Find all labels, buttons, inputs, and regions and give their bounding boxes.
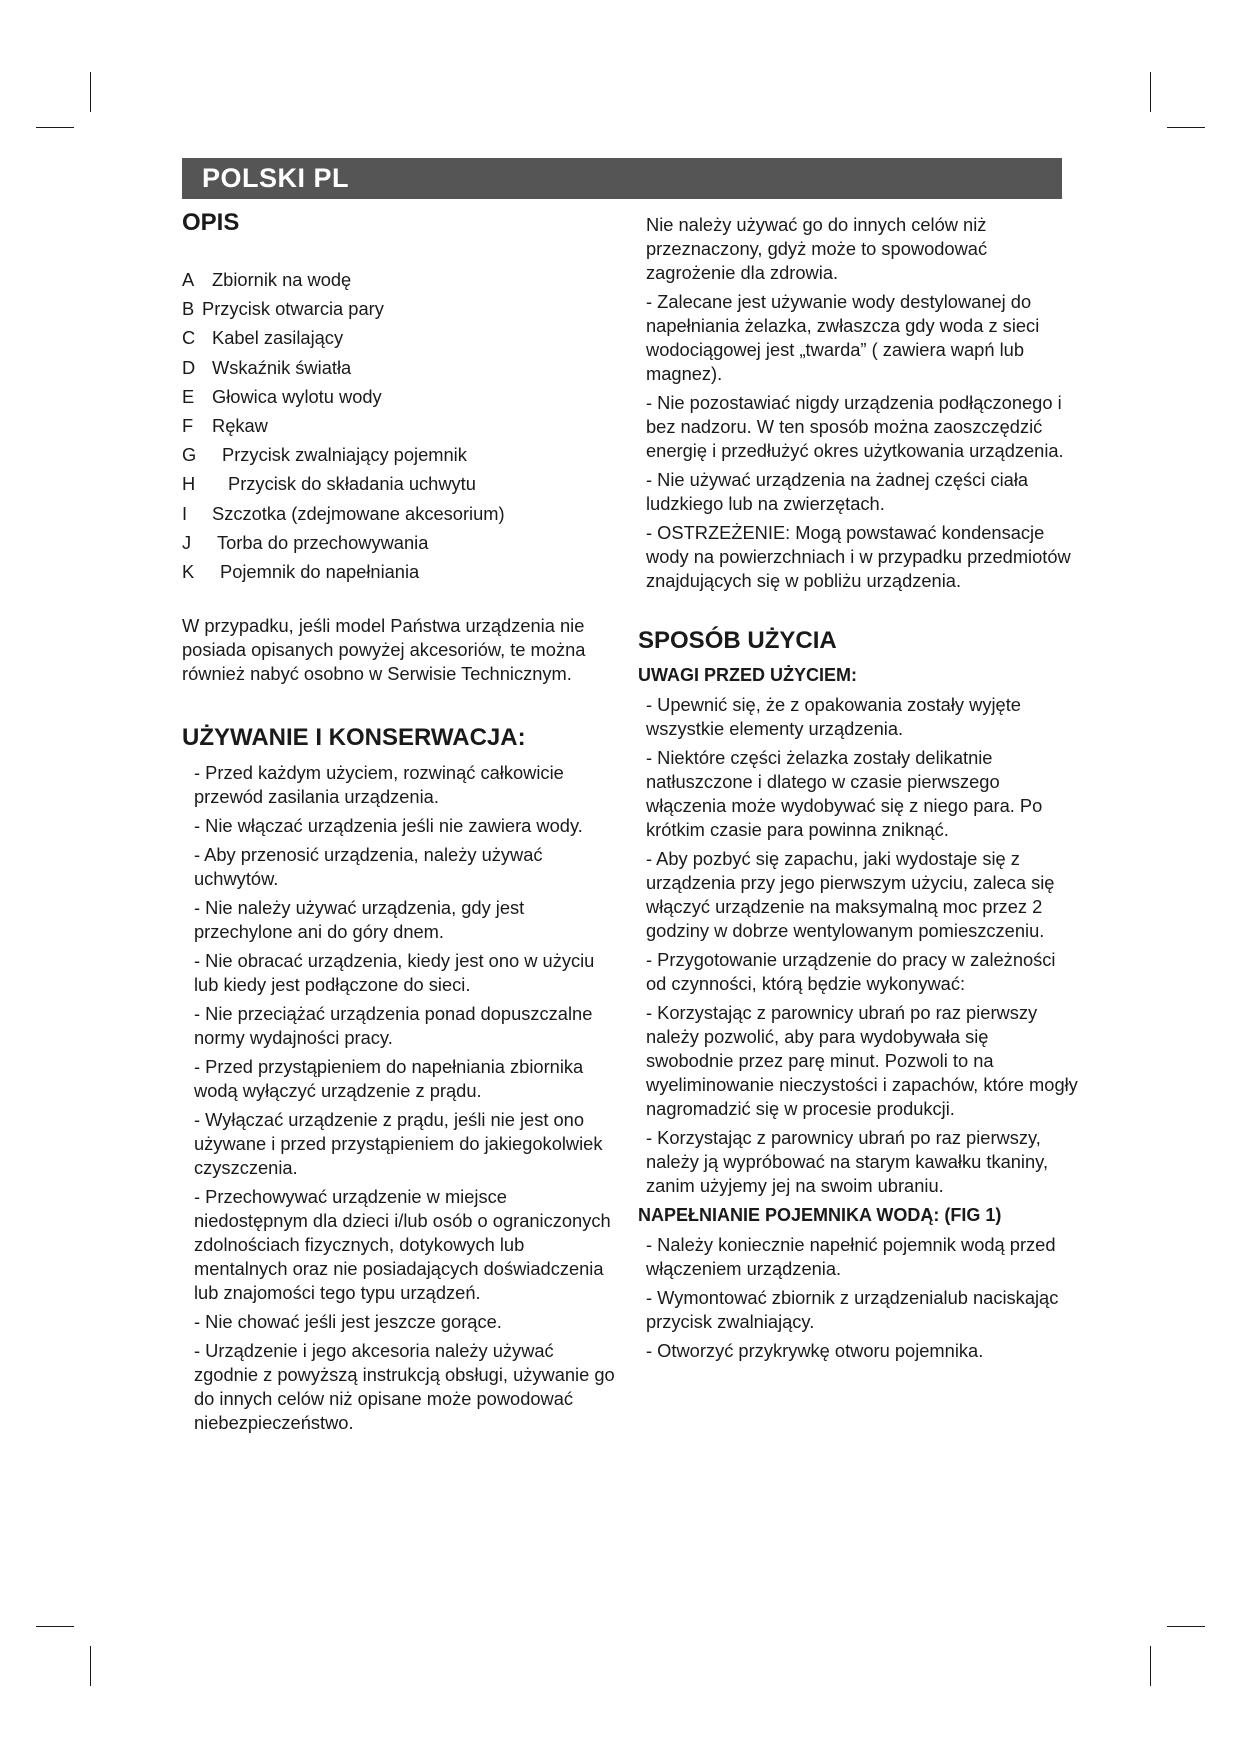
language-header-bar	[182, 158, 1062, 199]
legend-text: Pojemnik do napełniania	[220, 560, 420, 582]
list-item: Nie należy używać go do innych celów niż przeznaczony, gdyż może to spowodować zagrożenie dla zdrowia.	[646, 214, 988, 283]
list-item: - Korzystając z parownicy ubrań po raz pierwszy należy pozwolić, aby para wydobywała się swobodnie przez parę minut. Pozwoli to na wyeliminowanie nieczystości i zapachów, które mogły nagromadzić się w procesie produkcji.	[646, 1002, 1078, 1119]
legend-text: Zbiornik na wodę	[212, 269, 352, 290]
legend-text: Wskaźnik światła	[212, 356, 352, 378]
list-item: - Przed przystąpieniem do napełniania zbiornika wodą wyłączyć urządzenie z prądu.	[194, 1056, 584, 1102]
legend-letter: K	[182, 560, 195, 582]
legend-item	[182, 297, 622, 326]
opis-heading: OPIS	[182, 209, 240, 236]
crop-mark	[1167, 127, 1205, 128]
crop-mark	[90, 1646, 91, 1686]
list-item: - Aby pozbyć się zapachu, jaki wydostaje się z urządzenia przy jego pierwszym użyciu, zaleca się włączyć urządzenie na maksymalną moc przez 2 godziny w dobrze wentylowanym pomieszczeniu.	[646, 848, 1055, 941]
legend-text: Kabel zasilający	[212, 327, 344, 349]
legend-text: Szczotka (zdejmowane akcesorium)	[212, 502, 505, 524]
fill-tank-list	[638, 1233, 1078, 1363]
list-item: - Nie włączać urządzenia jeśli nie zawiera wody.	[194, 815, 583, 837]
legend-text: Przycisk zwalniający pojemnik	[222, 444, 467, 466]
language-header-title: POLSKI PL	[202, 163, 350, 193]
list-item: - Należy koniecznie napełnić pojemnik wodą przed włączeniem urządzenia.	[646, 1234, 1056, 1279]
list-item: - Nie używać urządzenia na żadnej części ciała ludzkiego lub na zwierzętach.	[646, 469, 1029, 514]
legend-letter: J	[182, 531, 192, 553]
legend-item	[182, 414, 622, 443]
legend-letter: F	[182, 414, 194, 436]
list-item: - Przechowywać urządzenie w miejsce niedostępnym dla dzieci i/lub osób o ograniczonych zdolnościach fizycznych, dotykowych lub mentalnych oraz nie posiadających doświadczenia lub znajomości tego typu urządzeń.	[194, 1186, 611, 1304]
before-use-heading: UWAGI PRZED UŻYCIEM:	[638, 665, 857, 685]
fill-tank-heading: NAPEŁNIANIE POJEMNIKA WODĄ: (FIG 1)	[638, 1205, 1002, 1225]
crop-mark	[36, 127, 74, 128]
before-use-list	[638, 693, 1078, 1198]
parts-legend	[182, 268, 622, 589]
legend-text: Przycisk do składania uchwytu	[228, 473, 476, 495]
legend-item	[182, 356, 622, 385]
legend-text: Torba do przechowywania	[217, 531, 429, 553]
crop-mark	[36, 1626, 74, 1627]
usage-heading: UŻYWANIE I KONSERWACJA:	[182, 724, 526, 752]
legend-letter: E	[182, 385, 195, 407]
crop-mark	[1150, 72, 1151, 112]
list-item: - OSTRZEŻENIE: Mogą powstawać kondensacje wody na powierzchniach i w przypadku przedmiotów znajdujących się w pobliżu urządzenia.	[646, 522, 1071, 591]
legend-text: Przycisk otwarcia pary	[202, 298, 384, 320]
list-item: - Nie obracać urządzenia, kiedy jest ono w użyciu lub kiedy jest podłączone do sieci.	[194, 950, 595, 996]
accessories-note: W przypadku, jeśli model Państwa urządzenia nie posiada opisanych powyżej akcesoriów, te można również nabyć osobno w Serwisie Technicznym.	[182, 615, 586, 685]
method-heading: SPOSÓB UŻYCIA	[638, 627, 837, 654]
crop-mark	[1150, 1646, 1151, 1686]
legend-item	[182, 531, 622, 560]
crop-mark	[1167, 1626, 1205, 1627]
list-item: - Korzystając z parownicy ubrań po raz pierwszy, należy ją wypróbować na starym kawałku tkaniny, zanim użyjemy jej na swoim ubraniu.	[646, 1127, 1049, 1196]
list-item: - Wymontować zbiornik z urządzenialub naciskając przycisk zwalniający.	[646, 1287, 1059, 1332]
list-item: - Niektóre części żelazka zostały delikatnie natłuszczone i dlatego w czasie pierwszego włączenia może wydobywać się z niego para. Po krótkim czasie para powinna zniknąć.	[646, 747, 1043, 840]
legend-item	[182, 560, 622, 589]
legend-item	[182, 443, 622, 472]
list-item: - Przygotowanie urządzenie do pracy w zależności od czynności, którą będzie wykonywać:	[646, 949, 1056, 994]
list-item: - Otworzyć przykrywkę otworu pojemnika.	[646, 1340, 984, 1361]
legend-letter: H	[182, 473, 196, 495]
left-column	[182, 208, 622, 1440]
list-item: - Upewnić się, że z opakowania zostały wyjęte wszystkie elementy urządzenia.	[646, 694, 1021, 739]
crop-mark	[90, 72, 91, 112]
legend-letter: D	[182, 356, 196, 378]
legend-item	[182, 472, 622, 501]
list-item: - Aby przenosić urządzenia, należy używać uchwytów.	[194, 844, 543, 890]
right-column	[638, 213, 1078, 1368]
legend-letter: B	[182, 298, 195, 320]
list-item: - Nie przeciążać urządzenia ponad dopuszczalne normy wydajności pracy.	[194, 1003, 593, 1049]
list-item: - Wyłączać urządzenie z prądu, jeśli nie jest ono używane i przed przystąpieniem do jakiegokolwiek czyszczenia.	[194, 1109, 603, 1179]
list-item: - Zalecane jest używanie wody destylowanej do napełniania żelazka, zwłaszcza gdy woda z sieci wodociągowej jest „twarda” ( zawiera wapń lub magnez).	[646, 291, 1040, 384]
legend-text: Rękaw	[212, 414, 268, 436]
list-item: - Nie pozostawiać nigdy urządzenia podłączonego i bez nadzoru. W ten sposób można zaoszczędzić energię i przedłużyć okres użytkowania urządzenia.	[646, 392, 1064, 461]
legend-letter: A	[182, 269, 195, 290]
list-item: - Przed każdym użyciem, rozwinąć całkowicie przewód zasilania urządzenia.	[194, 762, 564, 808]
usage-list-continued	[638, 213, 1078, 593]
legend-item	[182, 268, 622, 297]
list-item: - Nie należy używać urządzenia, gdy jest przechylone ani do góry dnem.	[194, 897, 525, 943]
legend-letter: G	[182, 444, 197, 466]
list-item: - Nie chować jeśli jest jeszcze gorące.	[194, 1311, 502, 1333]
legend-text: Głowica wylotu wody	[212, 385, 382, 407]
usage-list	[182, 761, 622, 1435]
legend-letter: C	[182, 327, 196, 349]
list-item: - Urządzenie i jego akcesoria należy używać zgodnie z powyższą instrukcją obsługi, używanie go do innych celów niż opisane może powodować niebezpieczeństwo.	[194, 1340, 615, 1434]
legend-item	[182, 502, 622, 531]
legend-item	[182, 326, 622, 355]
legend-item	[182, 385, 622, 414]
legend-letter: I	[182, 502, 188, 524]
